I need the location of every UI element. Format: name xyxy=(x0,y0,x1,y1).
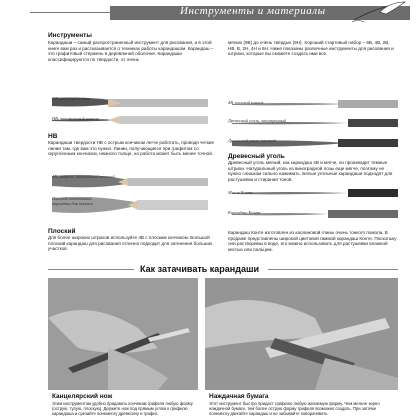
caption-conte-pencil: Карандаш Конте xyxy=(228,210,261,215)
hb-heading: HB xyxy=(48,133,58,140)
caption-conte-sharp: Мелок Конте xyxy=(228,190,253,195)
sandpaper-heading: Наждачная бумага xyxy=(209,393,269,400)
flat-heading: Плоский xyxy=(48,228,76,235)
caption-charcoal-sharp: Древесный уголь, заостренный xyxy=(228,118,286,123)
pencil-conte xyxy=(228,186,398,200)
knife-heading: Канцелярский нож xyxy=(52,393,113,400)
sharpen-title: Как затачивать карандаши xyxy=(140,264,259,274)
sandpaper-text: Этот инструмент быстро придаст грифелю любую желаемую форму. Чем мельче зерно наждачной бумаги, тем более острую форму грифеля возможно создать. При заточке понемногу двигайте карандаш и не забывайте поворачивать. xyxy=(209,401,380,416)
photo-sandpaper xyxy=(205,278,398,390)
caption-hb-flat: HB, широкий кончик xyxy=(52,96,91,101)
caption-4b-flat: 4B, графит, заточенный плоский xyxy=(52,174,115,179)
caption-charcoal-pencil: Плоский заточенный карандаш для эскизов xyxy=(52,196,93,206)
caption-charcoal-flat: Древесный уголь, плоский xyxy=(228,138,276,143)
header-rule xyxy=(30,12,110,13)
caption-4b-right: 4B, плоский кончик xyxy=(228,100,264,105)
instruments-text-right: мягких (9B) до очень твердых (9H). Хороший стартовый набор – 6B, 4B, 2B, HB, B, 2H, 4H и 6H. Ниже показаны различные инструменты для рисования и штрихи, которые вы сможете создать ими все. xyxy=(228,40,394,57)
pencil-charcoal-sharp xyxy=(228,114,398,132)
flat-text: Для более широких штрихов используйте 4B с плоским кончиком. Большой плоский карандаш для рисования отлично подходит для затенения больших участков. xyxy=(48,235,213,252)
conte-text: Карандаш Конте изготовлен из каолиновой глины очень тонкого помола. В продаже представлены широкой цветовой гаммой карандаш Конте. Поскольку они растворимы в воде, его можно использовать для растушевки влажной кистью или пальцем. xyxy=(228,230,397,252)
instruments-text: Карандаши – самый распространенный инструмент для рисования, и в этой книге вам раз и рассказывается о техниках работы карандашом. Карандаш – это графитовый стержень в деревянной оболочке. Карандаши классифицируются по твердости, от очень xyxy=(48,40,214,62)
knife-text: Этим инструментом удобно придавать кончикам грифеля любую форму (острую, тупую, плоскую). Держите нож под прямым углом к грифелю карандаша и срезайте понемногу древесину и графит. xyxy=(52,401,193,416)
photo-knife xyxy=(48,278,198,390)
pencil-charcoal-flat xyxy=(228,134,398,152)
quill-icon xyxy=(350,0,410,24)
header-title: Инструменты и материалы xyxy=(180,5,326,17)
caption-hb-sharp: HB, заостренный кончик xyxy=(52,116,99,121)
section-rule-left xyxy=(48,269,134,270)
page-header xyxy=(0,0,420,22)
charcoal-text: Древесный уголь мягкий, как карандаш 4B и мягче, он производит темные штрихи. Натуральный уголь из виноградной лозы еще мягче, поэтому не нужно слишком сильно нажимать. Белые угольные карандаши подходят для растушевки и стирания тонов. xyxy=(228,160,393,182)
pencil-hb-flat xyxy=(48,92,208,112)
hb-text: Карандаши твердости HB с острым кончиком легче работать, проводя четкие линии там, где вам это нужно. Линии, получающиеся при графитом со скругленным кончиком, немного толще, но работа может быть менее точной. xyxy=(48,140,215,157)
instruments-heading: Инструменты xyxy=(48,32,92,39)
section-rule-right xyxy=(268,269,398,270)
charcoal-heading: Древесный уголь xyxy=(228,153,285,160)
